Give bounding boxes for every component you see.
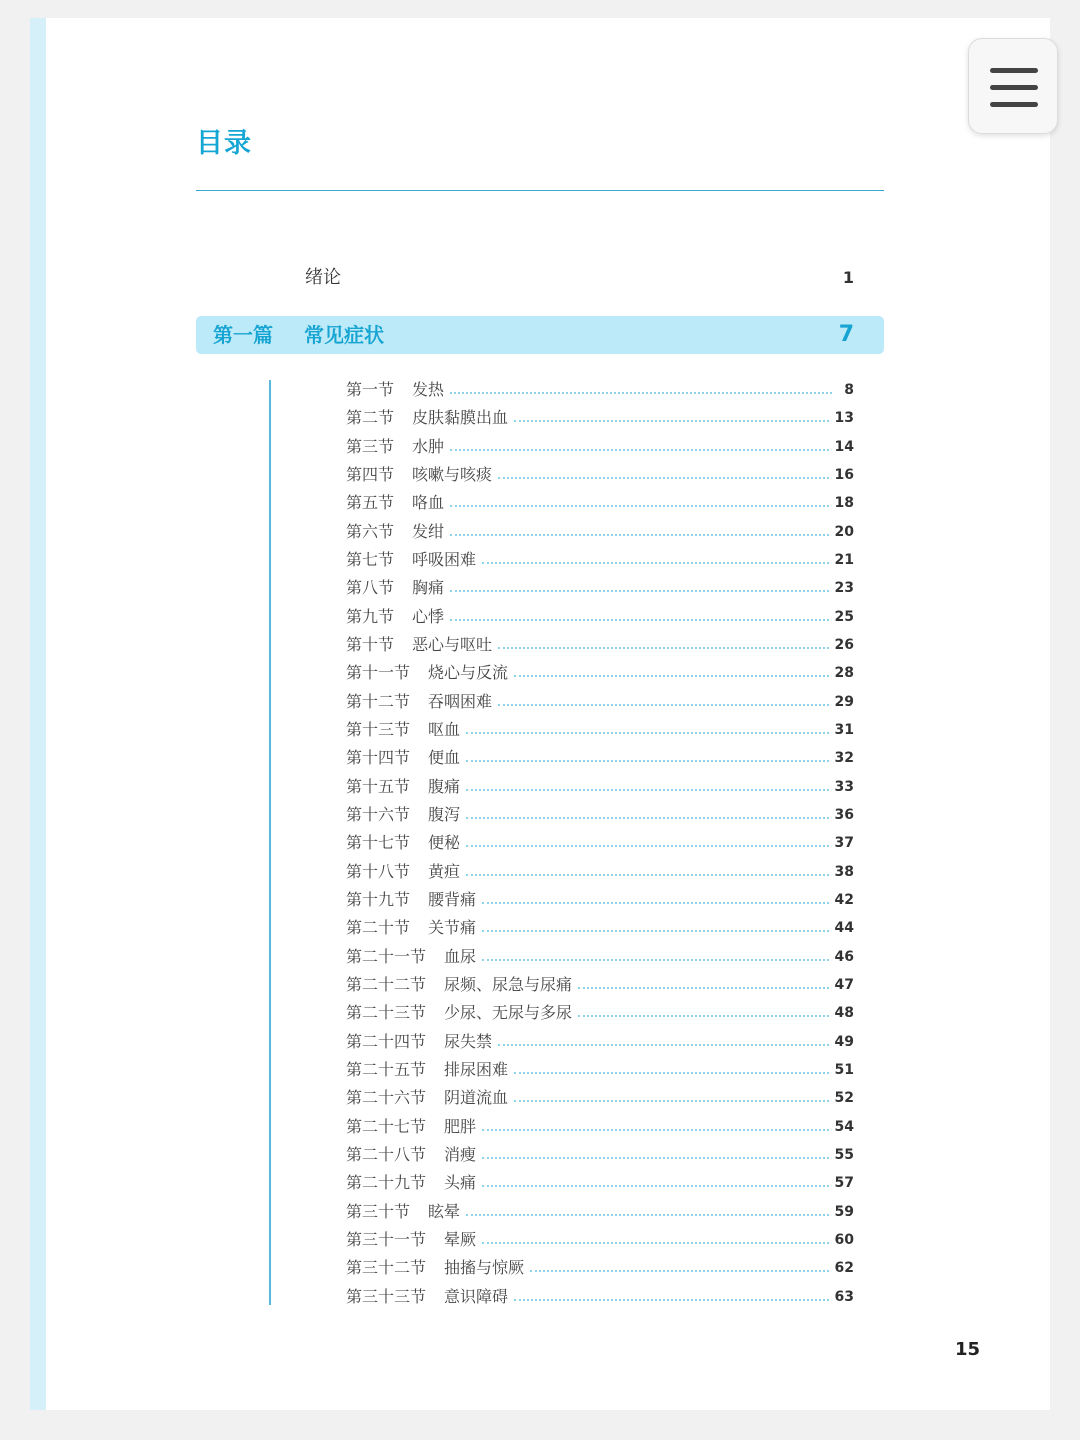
section-number: 第二十五节	[346, 1060, 427, 1080]
section-page-number: 8	[844, 382, 854, 399]
section-number: 第十节	[346, 635, 395, 655]
toc-entry[interactable]	[346, 886, 854, 914]
section-page-number: 31	[834, 722, 854, 739]
section-title: 腹痛	[428, 776, 461, 796]
dot-leader	[482, 1129, 828, 1131]
section-number: 第十三节	[346, 720, 411, 740]
part-number: 第一篇	[213, 323, 273, 347]
section-title: 腰背痛	[428, 890, 477, 910]
section-page-number: 14	[834, 438, 854, 455]
section-title: 关节痛	[428, 918, 477, 938]
section-page-number: 38	[834, 863, 854, 880]
section-title: 便血	[428, 748, 461, 768]
section-number: 第十二节	[346, 691, 411, 711]
toc-entry[interactable]	[346, 461, 854, 489]
toc-entry[interactable]	[346, 744, 854, 772]
section-number: 第四节	[346, 465, 395, 485]
section-page-number: 23	[834, 580, 854, 597]
section-page-number: 21	[834, 552, 854, 569]
toc-entry[interactable]	[346, 943, 854, 971]
dot-leader	[498, 1044, 828, 1046]
toc-entry[interactable]	[346, 1283, 854, 1311]
toc-entry[interactable]	[346, 1113, 854, 1141]
dot-leader	[514, 1100, 828, 1102]
toc-entry[interactable]	[346, 1056, 854, 1084]
section-page-number: 63	[834, 1288, 854, 1305]
section-title: 血尿	[444, 946, 477, 966]
section-number: 第十一节	[346, 663, 411, 683]
toc-entry[interactable]	[346, 546, 854, 574]
dot-leader	[514, 1299, 828, 1301]
section-number: 第二十四节	[346, 1031, 427, 1051]
dot-leader	[450, 590, 828, 592]
section-number: 第十七节	[346, 833, 411, 853]
section-page-number: 20	[834, 523, 854, 540]
toc-entry[interactable]	[346, 829, 854, 857]
section-number: 第二十六节	[346, 1088, 427, 1108]
section-title: 眩晕	[428, 1201, 461, 1221]
section-page-number: 16	[834, 467, 854, 484]
dot-leader	[450, 392, 832, 394]
section-number: 第六节	[346, 521, 395, 541]
section-number: 第三节	[346, 436, 395, 456]
section-number: 第五节	[346, 493, 395, 513]
section-title: 胸痛	[412, 578, 445, 598]
section-title: 烧心与反流	[428, 663, 509, 683]
toc-entry[interactable]	[346, 858, 854, 886]
section-number: 第二十二节	[346, 975, 427, 995]
menu-button[interactable]	[968, 38, 1058, 134]
section-page-number: 25	[834, 608, 854, 625]
toc-entry[interactable]	[346, 688, 854, 716]
section-title: 排尿困难	[444, 1060, 509, 1080]
heading-divider	[196, 190, 884, 191]
section-title: 水肿	[412, 436, 445, 456]
dot-leader	[498, 647, 828, 649]
toc-entry[interactable]	[346, 1226, 854, 1254]
section-number: 第一节	[346, 380, 395, 400]
section-number: 第九节	[346, 606, 395, 626]
toc-entry[interactable]	[346, 971, 854, 999]
section-number: 第三十三节	[346, 1286, 427, 1306]
part-page-number: 7	[838, 322, 854, 347]
section-page-number: 49	[834, 1033, 854, 1050]
section-title: 尿失禁	[444, 1031, 493, 1051]
part-title: 常见症状	[304, 323, 384, 347]
section-page-number: 33	[834, 778, 854, 795]
toc-entry[interactable]	[346, 489, 854, 517]
dot-leader	[466, 845, 828, 847]
section-page-number: 37	[834, 835, 854, 852]
dot-leader	[450, 534, 828, 536]
section-title: 咳嗽与咳痰	[412, 465, 493, 485]
section-list-rule	[269, 380, 271, 1305]
page-folio: 15	[954, 1339, 980, 1360]
section-number: 第二十九节	[346, 1173, 427, 1193]
dot-leader	[482, 902, 828, 904]
section-title: 皮肤黏膜出血	[412, 408, 509, 428]
dot-leader	[466, 1214, 828, 1216]
section-title: 发热	[412, 380, 445, 400]
section-number: 第三十二节	[346, 1258, 427, 1278]
section-number: 第十五节	[346, 776, 411, 796]
section-page-number: 46	[834, 948, 854, 965]
section-number: 第二节	[346, 408, 395, 428]
section-number: 第二十八节	[346, 1145, 427, 1165]
section-page-number: 29	[834, 693, 854, 710]
section-number: 第十八节	[346, 861, 411, 881]
toc-entry[interactable]	[346, 659, 854, 687]
section-number: 第二十三节	[346, 1003, 427, 1023]
section-title: 恶心与呕吐	[412, 635, 493, 655]
section-title: 吞咽困难	[428, 691, 493, 711]
dot-leader	[514, 675, 828, 677]
section-page-number: 54	[834, 1118, 854, 1135]
toc-entry[interactable]	[346, 404, 854, 432]
dot-leader	[466, 874, 828, 876]
section-title: 呕血	[428, 720, 461, 740]
section-title: 意识障碍	[444, 1286, 509, 1306]
dot-leader	[482, 930, 828, 932]
section-page-number: 13	[834, 410, 854, 427]
section-title: 晕厥	[444, 1230, 477, 1249]
section-page-number: 60	[834, 1232, 854, 1248]
toc-entry[interactable]	[346, 801, 854, 829]
dot-leader	[466, 732, 828, 734]
section-title: 头痛	[444, 1173, 477, 1193]
toc-heading: 目录	[196, 128, 252, 159]
intro-title[interactable]: 绪论	[305, 267, 341, 288]
dot-leader	[482, 562, 828, 564]
dot-leader	[578, 1015, 828, 1017]
toc-entry[interactable]	[346, 631, 854, 659]
dot-leader	[482, 1157, 828, 1159]
toc-entry[interactable]	[346, 1254, 854, 1282]
section-page-number: 42	[834, 892, 854, 909]
toc-entry[interactable]	[346, 376, 854, 404]
part-banner[interactable]	[196, 316, 884, 354]
dot-leader	[482, 959, 828, 961]
section-title: 黄疸	[428, 861, 461, 881]
section-number: 第十六节	[346, 805, 411, 825]
intro-page-number: 1	[842, 268, 854, 287]
dot-leader	[450, 505, 828, 507]
toc-entry[interactable]	[346, 518, 854, 546]
dot-leader	[498, 477, 828, 479]
section-page-number: 52	[834, 1090, 854, 1107]
toc-entry[interactable]	[346, 1141, 854, 1169]
section-number: 第八节	[346, 578, 395, 598]
dot-leader	[514, 1072, 828, 1074]
toc-entry[interactable]	[346, 1198, 854, 1226]
dot-leader	[514, 420, 828, 422]
section-page-number: 51	[834, 1062, 854, 1079]
section-title: 咯血	[412, 493, 445, 513]
toc-entry[interactable]	[346, 716, 854, 744]
section-title: 消瘦	[444, 1145, 477, 1165]
dot-leader	[466, 789, 828, 791]
toc-entry[interactable]	[346, 574, 854, 602]
section-number: 第七节	[346, 550, 395, 570]
section-page-number: 55	[834, 1147, 854, 1164]
section-title: 发绀	[412, 521, 445, 541]
toc-entry[interactable]	[346, 1028, 854, 1056]
section-list	[346, 376, 854, 1311]
toc-entry[interactable]	[346, 1169, 854, 1197]
dot-leader	[482, 1185, 828, 1187]
section-number: 第二十节	[346, 918, 411, 938]
dot-leader	[450, 449, 828, 451]
section-title: 呼吸困难	[412, 550, 477, 570]
section-number: 第三十一节	[346, 1230, 427, 1249]
section-page-number: 57	[834, 1175, 854, 1192]
toc-entry[interactable]	[346, 999, 854, 1027]
dot-leader	[578, 987, 828, 989]
section-number: 第十四节	[346, 748, 411, 768]
toc-entry[interactable]	[346, 1084, 854, 1112]
dot-leader	[482, 1242, 828, 1244]
section-title: 少尿、无尿与多尿	[444, 1003, 573, 1023]
section-page-number: 26	[834, 637, 854, 654]
section-title: 尿频、尿急与尿痛	[444, 975, 573, 995]
section-title: 阴道流血	[444, 1088, 509, 1108]
section-page-number: 59	[834, 1203, 854, 1220]
toc-entry[interactable]	[346, 914, 854, 942]
dot-leader	[466, 817, 828, 819]
section-title: 抽搐与惊厥	[444, 1258, 525, 1278]
section-number: 第二十一节	[346, 946, 427, 966]
dot-leader	[530, 1270, 828, 1272]
section-page-number: 32	[834, 750, 854, 767]
section-page-number: 62	[834, 1260, 854, 1277]
toc-entry[interactable]	[346, 433, 854, 461]
toc-entry[interactable]	[346, 603, 854, 631]
section-number: 第三十节	[346, 1201, 411, 1221]
dot-leader	[450, 619, 828, 621]
section-page-number: 28	[834, 665, 854, 682]
dot-leader	[498, 704, 828, 706]
page-edge-stripe	[30, 18, 46, 1410]
section-page-number: 18	[834, 495, 854, 512]
section-title: 肥胖	[444, 1116, 477, 1136]
section-title: 心悸	[412, 606, 445, 626]
section-page-number: 44	[834, 920, 854, 937]
dot-leader	[466, 760, 828, 762]
toc-entry[interactable]	[346, 773, 854, 801]
section-page-number: 47	[834, 977, 854, 994]
section-page-number: 36	[834, 807, 854, 824]
section-title: 便秘	[428, 833, 461, 853]
section-number: 第二十七节	[346, 1116, 427, 1136]
section-page-number: 48	[834, 1005, 854, 1022]
section-number: 第十九节	[346, 890, 411, 910]
section-title: 腹泻	[428, 805, 461, 825]
